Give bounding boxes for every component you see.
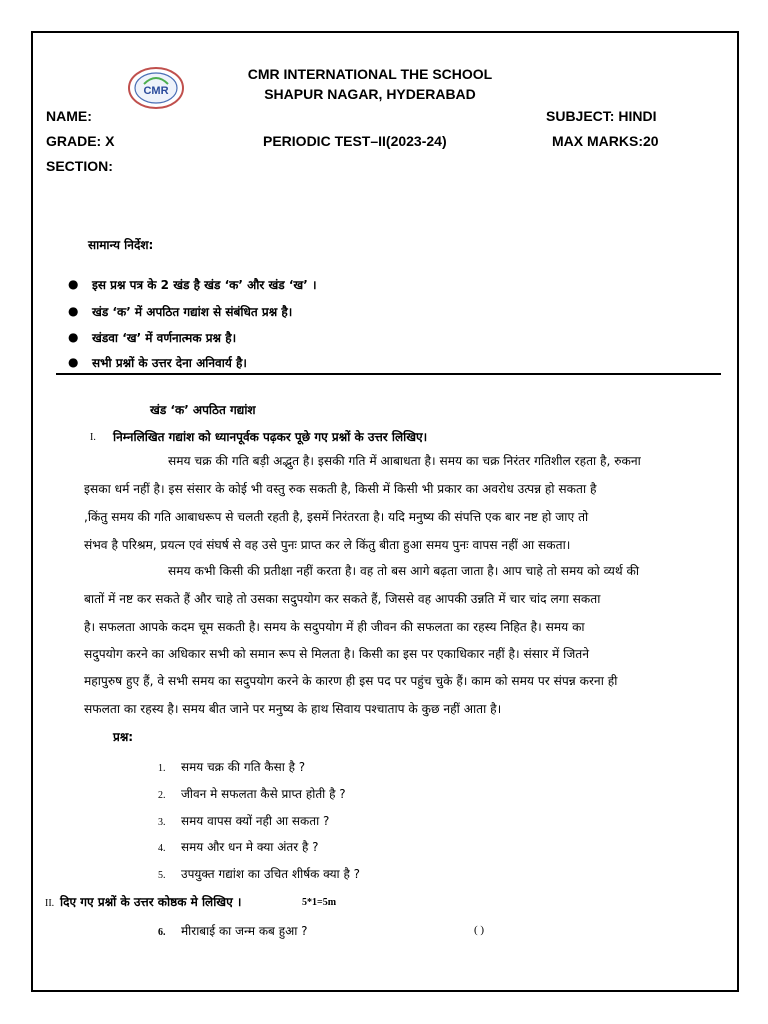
passage-line: इसका धर्म नहीं है। इस संसार के कोई भी वस्तु रुक सकती है, किसी में किसी भी प्रकार का अवरोध उत्पन्न हो सकता है bbox=[84, 482, 597, 496]
passage-line: समय चक्र की गति बड़ी अद्भुत है। इसकी गति में आबाधता है। समय का चक्र निरंतर गतिशील रहता है, रुकना bbox=[168, 454, 641, 468]
question-number: 6. bbox=[158, 927, 166, 938]
instructions-heading: सामान्य निर्देश: bbox=[88, 238, 154, 252]
school-name: CMR INTERNATIONAL THE SCHOOL bbox=[247, 66, 493, 82]
instruction-item: खंड ‘क’ में अपठित गद्यांश से संबंधित प्रश्न है। bbox=[92, 305, 293, 319]
instruction-item: खंडवा ‘ख’ में वर्णनात्मक प्रश्न है। bbox=[92, 331, 237, 345]
subject-label: SUBJECT: HINDI bbox=[546, 108, 657, 124]
passage-line: संभव है परिश्रम, प्रयत्न एवं संघर्ष से वह उसे पुनः प्राप्त कर ले किंतु बीता हुआ समय पुनः वापस नहीं आ सकता। bbox=[84, 538, 571, 552]
school-address: SHAPUR NAGAR, HYDERABAD bbox=[264, 86, 476, 102]
passage-line: सदुपयोग करने का अधिकार सभी को समान रूप से मिलता है। किसी का इस पर एकाधिकार नहीं है। संसार में जितने bbox=[84, 647, 590, 661]
passage-line: समय कभी किसी की प्रतीक्षा नहीं करता है। वह तो बस आगे बढ़ता जाता है। आप चाहे तो समय को व्यर्थ की bbox=[168, 564, 640, 578]
question-text: समय वापस क्यों नही आ सकता ? bbox=[181, 814, 330, 828]
instruction-item: सभी प्रश्नों के उत्तर देना अनिवार्य है। bbox=[92, 356, 247, 370]
passage-line: है। सफलता आपके कदम चूम सकती है। समय के सदुपयोग में ही जीवन की सफलता का रहस्य निहित है। समय का bbox=[84, 620, 585, 634]
question-number: 1. bbox=[158, 763, 166, 774]
bullet: ● bbox=[68, 330, 79, 344]
question-number: II. bbox=[45, 898, 55, 909]
question-number: I. bbox=[90, 432, 96, 443]
marks-label: 5*1=5m bbox=[302, 897, 337, 908]
question-instruction: निम्नलिखित गद्यांश को ध्यानपूर्वक पढ़कर पूछे गए प्रश्नों के उत्तर लिखिए। bbox=[113, 430, 428, 444]
passage-line: बातों में नष्ट कर सकते हैं और चाहे तो उसका सदुपयोग कर सकते हैं, जिससे वह आपकी उन्नति में चार चांद लगा सकता bbox=[84, 592, 601, 606]
questions-label: प्रश्न: bbox=[113, 730, 134, 744]
bullet: ● bbox=[68, 304, 79, 318]
question-text: जीवन मे सफलता कैसे प्राप्त होती है ? bbox=[181, 787, 346, 801]
section-label: SECTION: bbox=[46, 158, 113, 174]
logo-text: CMR bbox=[143, 85, 169, 97]
question-number: 5. bbox=[158, 870, 166, 881]
instruction-item: इस प्रश्न पत्र के 2 खंड है खंड ‘क’ और खंड ‘ख’ । bbox=[92, 278, 317, 292]
question-text: समय चक्र की गति कैसा है ? bbox=[181, 760, 306, 774]
name-label: NAME: bbox=[46, 108, 92, 124]
question-instruction: दिए गए प्रश्नों के उत्तर कोष्ठक मे लिखिए । bbox=[60, 895, 242, 909]
grade-label: GRADE: X bbox=[46, 133, 115, 149]
answer-box: ( ) bbox=[474, 924, 485, 936]
section-divider bbox=[56, 373, 721, 375]
test-title: PERIODIC TEST–II(2023-24) bbox=[263, 133, 447, 149]
question-text: उपयुक्त गद्यांश का उचित शीर्षक क्या है ? bbox=[181, 867, 361, 881]
section-a-title: खंड ‘क’ अपठित गद्यांश bbox=[150, 403, 256, 417]
passage-line: सफलता का रहस्य है। समय बीत जाने पर मनुष्य के हाथ सिवाय पश्चाताप के कुछ नहीं आता है। bbox=[84, 702, 502, 716]
question-text: मीराबाई का जन्म कब हुआ ? bbox=[181, 924, 308, 938]
question-number: 2. bbox=[158, 790, 166, 801]
question-number: 3. bbox=[158, 817, 166, 828]
passage-line: ,किंतु समय की गति आबाधरूप से चलती रहती है, इसमें निरंतरता है। यदि मनुष्य की संपत्ति एक बार नष्ट हो जाए तो bbox=[84, 510, 589, 524]
question-number: 4. bbox=[158, 843, 166, 854]
bullet: ● bbox=[68, 355, 79, 369]
passage-line: महापुरुष हुए हैं, वे सभी समय का सदुपयोग करने के कारण ही इस पद पर पहुंच चुके हैं। काम को समय पर संपन्न करना ही bbox=[84, 674, 618, 688]
bullet: ● bbox=[68, 277, 79, 291]
school-logo bbox=[126, 66, 186, 110]
max-marks-label: MAX MARKS:20 bbox=[552, 133, 659, 149]
question-text: समय और धन मे क्या अंतर है ? bbox=[181, 840, 319, 854]
